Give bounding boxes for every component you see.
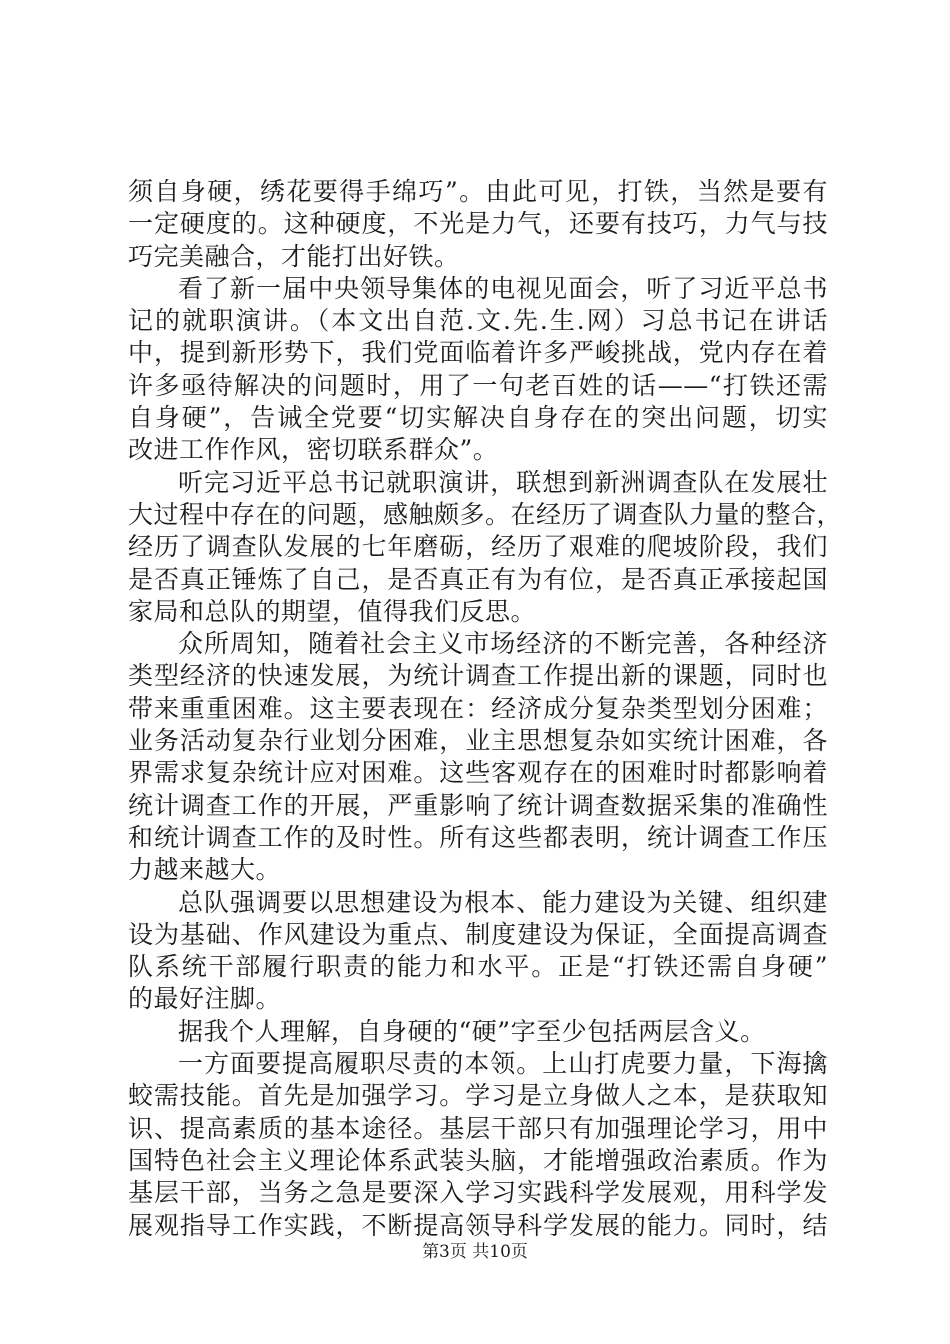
text-line: 的最好注脚。 bbox=[128, 984, 282, 1014]
text-line: 经历了调查队发展的七年磨砺，经历了艰难的爬坡阶段，我们 bbox=[128, 532, 828, 562]
text-line: 类型经济的快速发展，为统计调查工作提出新的课题，同时也 bbox=[128, 661, 828, 691]
text-line: 带来重重困难。这主要表现在：经济成分复杂类型划分困难； bbox=[128, 693, 828, 723]
text-line: 国特色社会主义理论体系武装头脑，才能增强政治素质。作为 bbox=[128, 1145, 828, 1175]
text-line: 识、提高素质的基本途径。基层干部只有加强理论学习，用中 bbox=[128, 1113, 828, 1143]
text-line: 业务活动复杂行业划分困难，业主思想复杂如实统计困难，各 bbox=[128, 726, 828, 756]
text-line: 一方面要提高履职尽责的本领。上山打虎要力量，下海擒 bbox=[178, 1049, 828, 1079]
text-line: 许多亟待解决的问题时，用了一句老百姓的话——“打铁还需 bbox=[128, 370, 828, 400]
text-line: 统计调查工作的开展，严重影响了统计调查数据采集的准确性 bbox=[128, 790, 828, 820]
text-line: 总队强调要以思想建设为根本、能力建设为关键、组织建 bbox=[178, 887, 828, 917]
text-line: 家局和总队的期望，值得我们反思。 bbox=[128, 596, 537, 626]
text-line: 设为基础、作风建设为重点、制度建设为保证，全面提高调查 bbox=[128, 919, 828, 949]
text-line: 须自身硬，绣花要得手绵巧”。由此可见，打铁，当然是要有 bbox=[128, 177, 828, 206]
text-line: 记的就职演讲。（本文出自范.文.先.生.网）习总书记在讲话 bbox=[128, 306, 828, 336]
text-line: 界需求复杂统计应对困难。这些客观存在的困难时时都影响着 bbox=[128, 758, 828, 788]
text-line: 队系统干部履行职责的能力和水平。正是“打铁还需自身硬” bbox=[128, 952, 828, 982]
text-line: 一定硬度的。这种硬度，不光是力气，还要有技巧，力气与技 bbox=[128, 209, 828, 239]
text-line: 蛟需技能。首先是加强学习。学习是立身做人之本，是获取知 bbox=[128, 1081, 828, 1111]
text-line: 力越来越大。 bbox=[128, 855, 282, 885]
text-line: 据我个人理解，自身硬的“硬”字至少包括两层含义。 bbox=[178, 1016, 766, 1046]
text-line: 和统计调查工作的及时性。所有这些都表明，统计调查工作压 bbox=[128, 822, 828, 852]
text-line: 听完习近平总书记就职演讲，联想到新洲调查队在发展壮 bbox=[178, 467, 828, 497]
text-line: 大过程中存在的问题，感触颇多。在经历了调查队力量的整合， bbox=[128, 499, 843, 529]
text-line: 众所周知，随着社会主义市场经济的不断完善，各种经济 bbox=[178, 629, 828, 659]
text-line: 展观指导工作实践，不断提高领导科学发展的能力。同时，结 bbox=[128, 1210, 828, 1240]
text-line: 基层干部，当务之急是要深入学习实践科学发展观，用科学发 bbox=[128, 1178, 828, 1208]
text-line: 是否真正锤炼了自己，是否真正有为有位，是否真正承接起国 bbox=[128, 564, 828, 594]
document-body bbox=[128, 176, 843, 1242]
text-line: 巧完美融合，才能打出好铁。 bbox=[128, 241, 460, 271]
text-line: 改进工作作风，密切联系群众”。 bbox=[128, 435, 499, 465]
text-line: 中，提到新形势下，我们党面临着许多严峻挑战，党内存在着 bbox=[128, 338, 828, 368]
text-line: 看了新一届中央领导集体的电视见面会，听了习近平总书 bbox=[178, 273, 828, 303]
text-line: 自身硬”，告诫全党要“切实解决自身存在的突出问题，切实 bbox=[128, 403, 828, 433]
page-number: 第3页 共10页 bbox=[422, 1242, 528, 1262]
